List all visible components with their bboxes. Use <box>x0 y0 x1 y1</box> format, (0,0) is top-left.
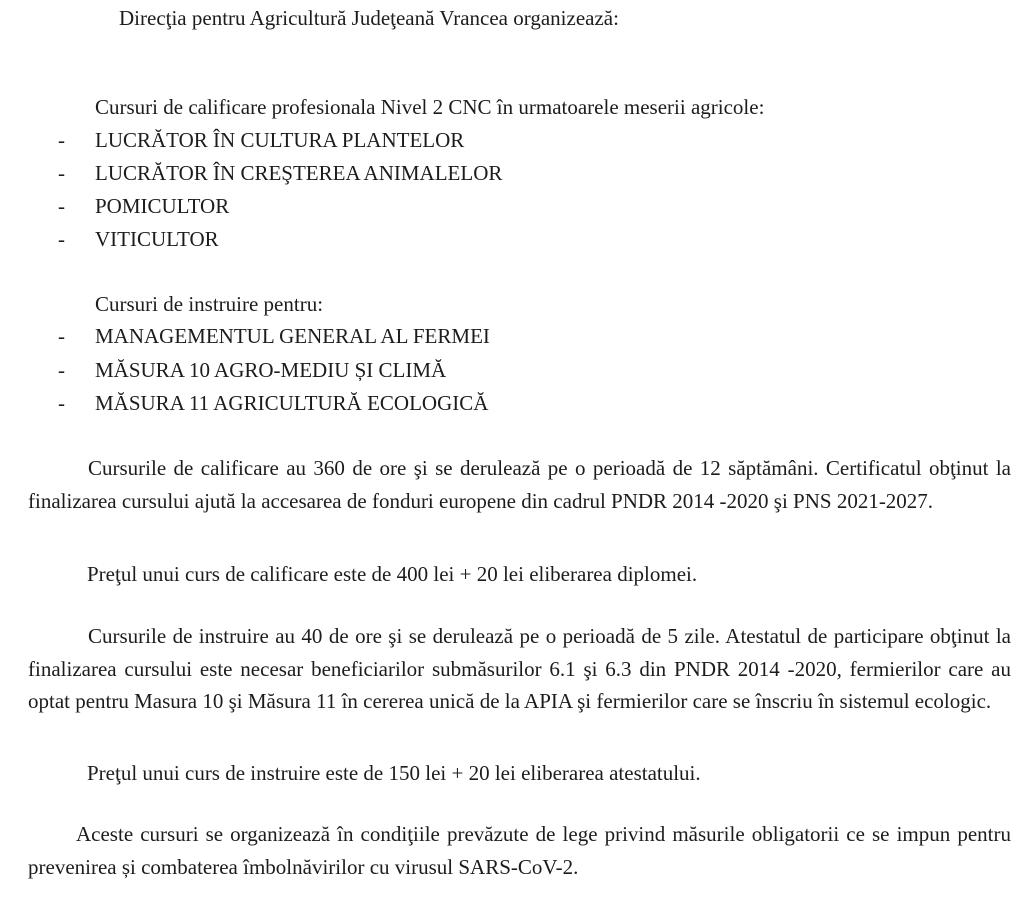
qualification-intro: Cursuri de calificare profesionala Nivel 2 CNC în urmatoarele meserii agricole: <box>95 95 765 119</box>
list-marker: - <box>58 391 65 415</box>
list-item-label: POMICULTOR <box>95 194 230 218</box>
list-item <box>58 227 219 251</box>
list-item <box>58 324 490 348</box>
list-marker: - <box>58 227 65 251</box>
list-item <box>58 194 229 218</box>
list-marker: - <box>58 161 65 185</box>
list-marker: - <box>58 128 65 152</box>
training-paragraph: Cursurile de instruire au 40 de ore şi se derulează pe o perioadă de 5 zile. Atestatul de participare obţinut la finalizarea cursului este necesar beneficiarilor submăsurilor 6.1 şi 6.3 din PNDR 2014 -2020, fermierilor care au optat pentru Masura 10 şi Măsura 11 în cererea unică de la APIA şi fermierilor care se înscriu în sistemul ecologic. <box>28 624 1011 713</box>
closing-paragraph: Aceste cursuri se organizează în condiţiile prevăzute de lege privind măsurile obligatorii ce se impun pentru prevenirea și combaterea îmbolnăvirilor cu virusul SARS-CoV-2. <box>28 822 1011 879</box>
qualification-paragraph: Cursurile de calificare au 360 de ore şi se derulează pe o perioadă de 12 săptămâni. Certificatul obţinut la finalizarea cursului ajută la accesarea de fonduri europene din cadrul PNDR 2014 -2020 şi PNS 2021-2027. <box>28 456 1011 513</box>
list-item-label: VITICULTOR <box>95 227 219 251</box>
list-item-label: MĂSURA 11 AGRICULTURĂ ECOLOGICĂ <box>95 391 489 415</box>
list-item-label: MANAGEMENTUL GENERAL AL FERMEI <box>95 324 490 348</box>
closing-section <box>28 818 1011 883</box>
list-marker: - <box>58 324 65 348</box>
qualification-price: Preţul unui curs de calificare este de 400 lei + 20 lei eliberarea diplomei. <box>87 562 698 586</box>
training-price: Preţul unui curs de instruire este de 150 lei + 20 lei eliberarea atestatului. <box>87 761 701 785</box>
training-intro: Cursuri de instruire pentru: <box>95 292 324 316</box>
list-item <box>58 161 502 185</box>
list-item-label: LUCRĂTOR ÎN CREŞTEREA ANIMALELOR <box>95 161 503 185</box>
list-item-label: MĂSURA 10 AGRO-MEDIU ȘI CLIMĂ <box>95 358 447 382</box>
list-marker: - <box>58 358 65 382</box>
list-marker: - <box>58 194 65 218</box>
training-details <box>28 620 1011 718</box>
list-item <box>58 128 464 152</box>
list-item <box>58 391 488 415</box>
qualification-details <box>28 452 1011 517</box>
document-heading: Direcţia pentru Agricultură Judeţeană Vrancea organizează: <box>119 6 619 30</box>
list-item-label: LUCRĂTOR ÎN CULTURA PLANTELOR <box>95 128 465 152</box>
list-item <box>58 358 446 382</box>
